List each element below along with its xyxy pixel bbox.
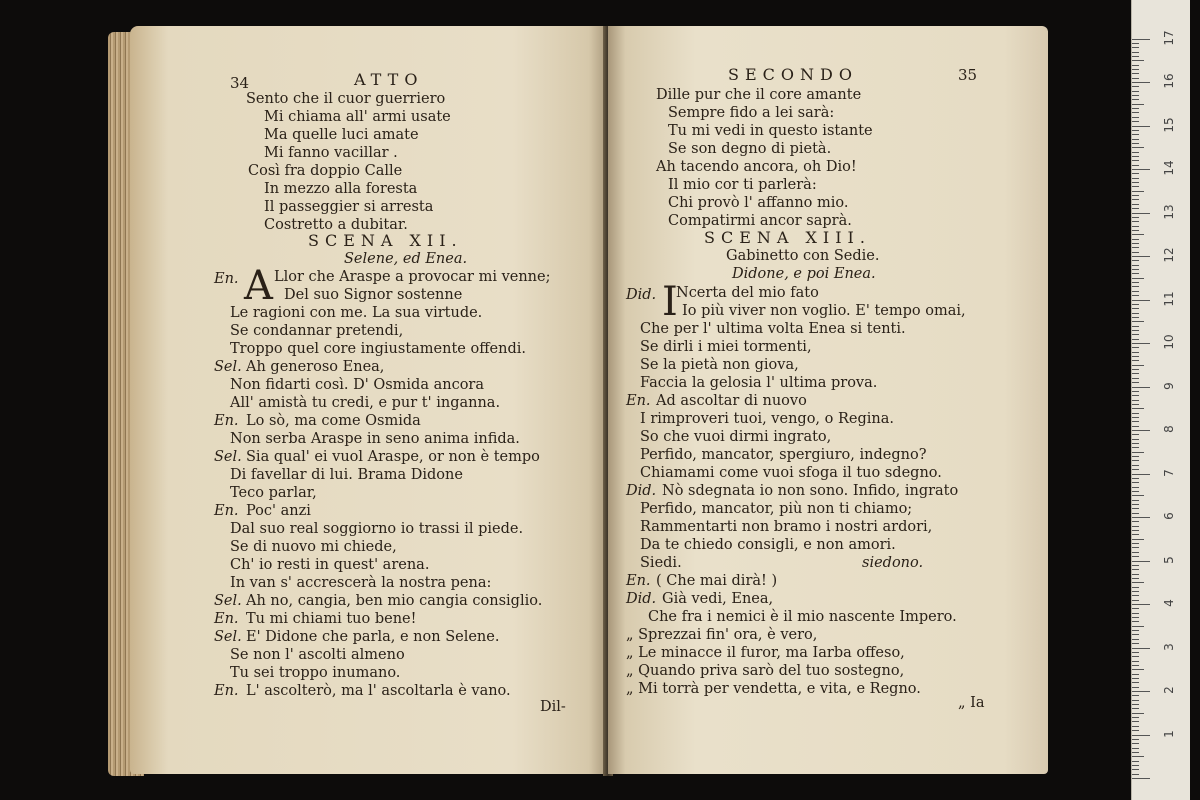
text-line: Io più viver non voglio. E' tempo omai, <box>682 303 966 319</box>
ruler-tick <box>1132 378 1139 379</box>
ruler-tick <box>1132 678 1139 679</box>
speaker-label: Sel. <box>214 629 242 645</box>
ruler-tick <box>1132 756 1144 757</box>
ruler-tick <box>1132 382 1139 383</box>
ruler-tick <box>1132 604 1150 605</box>
ruler-tick <box>1132 574 1139 575</box>
text-line: In van s' accrescerà la nostra pena: <box>230 575 492 591</box>
ruler-tick <box>1132 165 1139 166</box>
text-line: Chiamami come vuoi sfoga il tuo sdegno. <box>640 465 942 481</box>
ruler-tick <box>1132 300 1150 301</box>
ruler-tick <box>1132 465 1139 466</box>
ruler-tick <box>1132 617 1139 618</box>
text-line: Il mio cor ti parlerà: <box>668 177 817 193</box>
ruler-tick <box>1132 708 1139 709</box>
scene-heading: SCENA XII. <box>308 231 463 250</box>
ruler-tick <box>1132 369 1139 370</box>
text-line: Mi chiama all' armi usate <box>264 109 451 125</box>
ruler-tick <box>1132 478 1139 479</box>
text-line: Se la pietà non giova, <box>640 357 799 373</box>
speaker-label: En. <box>214 503 239 519</box>
ruler-tick <box>1132 504 1139 505</box>
ruler-tick <box>1132 695 1139 696</box>
ruler-tick <box>1132 630 1139 631</box>
ruler-tick <box>1132 539 1144 540</box>
text-line: Se non l' ascolti almeno <box>230 647 405 663</box>
ruler-tick <box>1132 721 1139 722</box>
ruler-label: 10 <box>1162 334 1176 350</box>
text-line: Perfido, mancator, spergiuro, indegno? <box>640 447 927 463</box>
ruler-tick <box>1132 56 1139 57</box>
drop-capital: I <box>662 279 678 325</box>
ruler-tick <box>1132 52 1139 53</box>
ruler-tick <box>1132 308 1139 309</box>
ruler-tick <box>1132 286 1139 287</box>
ruler-tick <box>1132 669 1144 670</box>
ruler-tick <box>1132 456 1139 457</box>
ruler-tick <box>1132 352 1139 353</box>
ruler-tick <box>1132 460 1139 461</box>
ruler-tick <box>1132 739 1139 740</box>
ruler-tick <box>1132 426 1139 427</box>
ruler-tick <box>1132 447 1139 448</box>
ruler-tick <box>1132 365 1144 366</box>
text-line: Già vedi, Enea, <box>662 591 774 607</box>
text-line: Tu mi chiami tuo bene! <box>246 611 417 627</box>
ruler-tick <box>1132 769 1139 770</box>
ruler-tick <box>1132 474 1150 475</box>
text-line: Da te chiedo consigli, e non amori. <box>640 537 896 553</box>
text-line: Nò sdegnata io non sono. Infido, ingrato <box>662 483 959 499</box>
ruler-tick <box>1132 330 1139 331</box>
text-line: Se son degno di pietà. <box>668 141 832 157</box>
text-line: Ah generoso Enea, <box>246 359 385 375</box>
text-line: E' Didone che parla, e non Selene. <box>246 629 500 645</box>
ruler-tick <box>1132 687 1139 688</box>
ruler-tick <box>1132 591 1139 592</box>
ruler-tick <box>1132 117 1139 118</box>
text-line: Dille pur che il core amante <box>656 87 862 103</box>
ruler-tick <box>1132 434 1139 435</box>
ruler-tick <box>1132 108 1139 109</box>
ruler-tick <box>1132 317 1139 318</box>
text-line: In mezzo alla foresta <box>264 181 418 197</box>
ruler-tick <box>1132 513 1139 514</box>
ruler-tick <box>1132 199 1139 200</box>
ruler-tick <box>1132 752 1139 753</box>
ruler-tick <box>1132 526 1139 527</box>
ruler-tick <box>1132 347 1139 348</box>
ruler-tick <box>1132 534 1139 535</box>
ruler-label: 7 <box>1162 468 1176 477</box>
ruler-tick <box>1132 360 1139 361</box>
text-line: Così fra doppio Calle <box>248 163 403 179</box>
catchword: „ Ia <box>958 695 985 711</box>
ruler-label: 5 <box>1162 555 1176 564</box>
ruler-tick <box>1132 265 1139 266</box>
ruler-tick <box>1132 482 1139 483</box>
ruler-tick <box>1132 621 1139 622</box>
text-line: Se di nuovo mi chiede, <box>230 539 397 555</box>
text-line: Che per l' ultima volta Enea si tenti. <box>640 321 906 337</box>
text-line: Teco parlar, <box>230 485 317 501</box>
ruler-tick <box>1132 726 1139 727</box>
ruler-tick <box>1132 595 1139 596</box>
ruler-tick <box>1132 273 1139 274</box>
text-line: Se dirli i miei tormenti, <box>640 339 812 355</box>
ruler-tick <box>1132 661 1139 662</box>
text-line: Ad ascoltar di nuovo <box>656 393 807 409</box>
ruler-tick <box>1132 234 1144 235</box>
ruler-tick <box>1132 60 1144 61</box>
ruler-tick <box>1132 139 1139 140</box>
ruler-tick <box>1132 748 1139 749</box>
ruler-tick <box>1132 99 1139 100</box>
ruler-tick <box>1132 652 1139 653</box>
text-line: Poc' anzi <box>246 503 311 519</box>
ruler-tick <box>1132 321 1144 322</box>
ruler-tick <box>1132 260 1139 261</box>
ruler-tick <box>1132 186 1139 187</box>
measuring-ruler <box>1131 0 1190 800</box>
text-line: Sento che il cuor guerriero <box>246 91 446 107</box>
ruler-tick <box>1132 547 1139 548</box>
ruler-tick <box>1132 387 1150 388</box>
ruler-tick <box>1132 326 1139 327</box>
speaker-label: Did. <box>626 591 657 607</box>
ruler-tick <box>1132 230 1139 231</box>
ruler-tick <box>1132 39 1150 40</box>
ruler-label: 15 <box>1162 116 1176 133</box>
ruler-tick <box>1132 252 1139 253</box>
text-line: Ch' io resti in quest' arena. <box>230 557 430 573</box>
ruler-tick <box>1132 104 1144 105</box>
text-line: ( Che mai dirà! ) <box>656 573 778 589</box>
ruler-tick <box>1132 600 1139 601</box>
drop-capital: A <box>244 263 273 309</box>
ruler-tick <box>1132 774 1139 775</box>
ruler-tick <box>1132 126 1150 127</box>
ruler-tick <box>1132 400 1139 401</box>
ruler-tick <box>1132 552 1139 553</box>
ruler-tick <box>1132 761 1139 762</box>
text-line: Non fidarti così. D' Osmida ancora <box>230 377 484 393</box>
text-line: Llor che Araspe a provocar mi venne; <box>274 269 551 285</box>
text-line: Costretto a dubitar. <box>264 217 408 233</box>
ruler-tick <box>1132 278 1144 279</box>
ruler-tick <box>1132 665 1139 666</box>
ruler-tick <box>1132 495 1144 496</box>
ruler-tick <box>1132 204 1139 205</box>
ruler-tick <box>1132 417 1139 418</box>
text-line: I rimproveri tuoi, vengo, o Regina. <box>640 411 894 427</box>
text-line: Lo sò, ma come Osmida <box>246 413 421 429</box>
ruler-tick <box>1132 608 1139 609</box>
ruler-label: 2 <box>1162 686 1176 694</box>
ruler-tick <box>1132 735 1150 736</box>
left-page <box>130 26 608 774</box>
ruler-tick <box>1132 421 1139 422</box>
open-book <box>108 26 1050 776</box>
ruler-tick <box>1132 743 1139 744</box>
catchword: Dil- <box>540 699 566 715</box>
text-line: Tu mi vedi in questo istante <box>668 123 873 139</box>
text-line: Rammentarti non bramo i nostri ardori, <box>640 519 933 535</box>
ruler-tick <box>1132 213 1150 214</box>
text-line: Ncerta del mio fato <box>676 285 819 301</box>
text-line: Ah no, cangia, ben mio cangia consiglio. <box>246 593 543 609</box>
text-line: Del suo Signor sostenne <box>284 287 463 303</box>
ruler-tick <box>1132 152 1139 153</box>
ruler-tick <box>1132 643 1139 644</box>
ruler-tick <box>1132 556 1139 557</box>
ruler-tick <box>1132 639 1139 640</box>
speaker-label: En. <box>214 413 239 429</box>
ruler-tick <box>1132 648 1150 649</box>
ruler-tick <box>1132 778 1150 779</box>
ruler-tick <box>1132 169 1150 170</box>
ruler-tick <box>1132 443 1139 444</box>
ruler-tick <box>1132 717 1139 718</box>
ruler-label: 16 <box>1162 73 1176 89</box>
ruler-label: 13 <box>1162 203 1176 220</box>
ruler-tick <box>1132 130 1139 131</box>
ruler-tick <box>1132 282 1139 283</box>
speaker-label: En. <box>214 271 239 287</box>
text-line: Il passeggier si arresta <box>264 199 434 215</box>
ruler-tick <box>1132 413 1139 414</box>
ruler-tick <box>1132 82 1150 83</box>
ruler-tick <box>1132 508 1139 509</box>
speaker-label: En. <box>214 683 239 699</box>
speaker-label: Did. <box>626 287 657 303</box>
ruler-tick <box>1132 730 1139 731</box>
text-line: „ Le minacce il furor, ma Iarba offeso, <box>626 645 905 661</box>
right-page <box>608 26 1048 774</box>
text-line: Ma quelle luci amate <box>264 127 419 143</box>
ruler-tick <box>1132 269 1139 270</box>
ruler-tick <box>1132 243 1139 244</box>
running-head: SECONDO <box>728 65 858 84</box>
running-head: ATTO <box>354 70 424 89</box>
text-line: „ Quando priva sarò del tuo sostegno, <box>626 663 905 679</box>
ruler-tick <box>1132 291 1139 292</box>
ruler-tick <box>1132 565 1139 566</box>
speaker-label: Sel. <box>214 593 242 609</box>
ruler-tick <box>1132 95 1139 96</box>
ruler-tick <box>1132 439 1139 440</box>
text-line: Sempre fido a lei sarà: <box>668 105 835 121</box>
ruler-tick <box>1132 91 1139 92</box>
ruler-tick <box>1132 530 1139 531</box>
text-line: „ Mi torrà per vendetta, e vita, e Regno. <box>626 681 921 697</box>
ruler-label: 12 <box>1162 247 1176 263</box>
ruler-label: 9 <box>1162 381 1176 390</box>
ruler-tick <box>1132 226 1139 227</box>
text-line: Mi fanno vacillar . <box>264 145 398 161</box>
ruler-tick <box>1132 408 1144 409</box>
text-line: Perfido, mancator, più non ti chiamo; <box>640 501 913 517</box>
scene-characters: Selene, ed Enea. <box>344 251 468 267</box>
speaker-label: Did. <box>626 483 657 499</box>
ruler-tick <box>1132 334 1139 335</box>
ruler-tick <box>1132 313 1139 314</box>
speaker-label: En. <box>214 611 239 627</box>
ruler-tick <box>1132 395 1139 396</box>
text-line: Ah tacendo ancora, oh Dio! <box>656 159 857 175</box>
stage-direction: siedono. <box>862 555 924 571</box>
ruler-label: 6 <box>1162 512 1176 520</box>
ruler-tick <box>1132 78 1139 79</box>
ruler-tick <box>1132 569 1139 570</box>
speaker-label: En. <box>626 393 651 409</box>
text-line: Sia qual' ei vuol Araspe, or non è tempo <box>246 449 540 465</box>
text-line: L' ascolterò, ma l' ascoltarla è vano. <box>246 683 511 699</box>
ruler-tick <box>1132 134 1139 135</box>
ruler-tick <box>1132 217 1139 218</box>
ruler-tick <box>1132 173 1139 174</box>
text-line: Siedi. <box>640 555 682 571</box>
ruler-tick <box>1132 561 1150 562</box>
ruler-tick <box>1132 765 1139 766</box>
ruler-tick <box>1132 517 1150 518</box>
ruler-tick <box>1132 208 1139 209</box>
ruler-tick <box>1132 147 1144 148</box>
scene-characters: Didone, e poi Enea. <box>732 266 876 282</box>
ruler-label: 3 <box>1162 642 1176 651</box>
ruler-tick <box>1132 391 1139 392</box>
text-line: Faccia la gelosia l' ultima prova. <box>640 375 878 391</box>
ruler-label: 1 <box>1162 729 1176 738</box>
text-line: All' amistà tu credi, e pur t' inganna. <box>230 395 501 411</box>
text-line: Compatirmi ancor saprà. <box>668 213 852 229</box>
ruler-tick <box>1132 247 1139 248</box>
page-number: 35 <box>958 66 978 84</box>
ruler-tick <box>1132 43 1139 44</box>
ruler-tick <box>1132 452 1144 453</box>
text-line: Che fra i nemici è il mio nascente Impero. <box>648 609 957 625</box>
ruler-tick <box>1132 582 1144 583</box>
ruler-tick <box>1132 112 1139 113</box>
ruler-tick <box>1132 469 1139 470</box>
ruler-tick <box>1132 656 1139 657</box>
text-line: So che vuoi dirmi ingrato, <box>640 429 832 445</box>
ruler-tick <box>1132 343 1150 344</box>
ruler-tick <box>1132 256 1150 257</box>
text-line: Troppo quel core ingiustamente offendi. <box>230 341 526 357</box>
ruler-tick <box>1132 339 1139 340</box>
ruler-label: 11 <box>1162 290 1176 307</box>
ruler-tick <box>1132 86 1139 87</box>
ruler-tick <box>1132 587 1139 588</box>
ruler-tick <box>1132 704 1139 705</box>
ruler-label: 4 <box>1162 599 1176 607</box>
ruler-label: 14 <box>1162 160 1176 176</box>
ruler-tick <box>1132 500 1139 501</box>
ruler-label: 17 <box>1162 29 1176 46</box>
page-number: 34 <box>230 74 250 92</box>
scene-setting: Gabinetto con Sedie. <box>726 248 880 264</box>
ruler-tick <box>1132 73 1139 74</box>
ruler-tick <box>1132 713 1144 714</box>
ruler-tick <box>1132 69 1139 70</box>
ruler-tick <box>1132 160 1139 161</box>
ruler-tick <box>1132 491 1139 492</box>
ruler-tick <box>1132 65 1139 66</box>
ruler-tick <box>1132 430 1150 431</box>
ruler-tick <box>1132 239 1139 240</box>
ruler-tick <box>1132 178 1139 179</box>
ruler-tick <box>1132 47 1139 48</box>
ruler-tick <box>1132 634 1139 635</box>
text-line: Di favellar di lui. Brama Didone <box>230 467 463 483</box>
ruler-tick <box>1132 682 1139 683</box>
speaker-label: En. <box>626 573 651 589</box>
ruler-tick <box>1132 121 1139 122</box>
text-line: „ Sprezzai fin' ora, è vero, <box>626 627 818 643</box>
text-line: Le ragioni con me. La sua virtude. <box>230 305 483 321</box>
text-line: Non serba Araspe in seno anima infida. <box>230 431 520 447</box>
text-line: Tu sei troppo inumano. <box>230 665 401 681</box>
ruler-tick <box>1132 373 1139 374</box>
speaker-label: Sel. <box>214 449 242 465</box>
ruler-tick <box>1132 304 1139 305</box>
ruler-tick <box>1132 404 1139 405</box>
ruler-tick <box>1132 626 1144 627</box>
ruler-tick <box>1132 156 1139 157</box>
ruler-tick <box>1132 674 1139 675</box>
ruler-tick <box>1132 691 1150 692</box>
scene-heading: SCENA XIII. <box>704 228 871 247</box>
ruler-tick <box>1132 543 1139 544</box>
ruler-tick <box>1132 700 1139 701</box>
ruler-tick <box>1132 578 1139 579</box>
ruler-tick <box>1132 356 1139 357</box>
text-line: Dal suo real soggiorno io trassi il piede. <box>230 521 524 537</box>
ruler-tick <box>1132 521 1139 522</box>
ruler-tick <box>1132 295 1139 296</box>
ruler-tick <box>1132 221 1139 222</box>
ruler-tick <box>1132 487 1139 488</box>
speaker-label: Sel. <box>214 359 242 375</box>
ruler-tick <box>1132 182 1139 183</box>
ruler-label: 8 <box>1162 425 1176 433</box>
ruler-tick <box>1132 195 1139 196</box>
ruler-tick <box>1132 191 1144 192</box>
ruler-tick <box>1132 613 1139 614</box>
text-line: Chi provò l' affanno mio. <box>668 195 849 211</box>
text-line: Se condannar pretendi, <box>230 323 404 339</box>
ruler-tick <box>1132 143 1139 144</box>
